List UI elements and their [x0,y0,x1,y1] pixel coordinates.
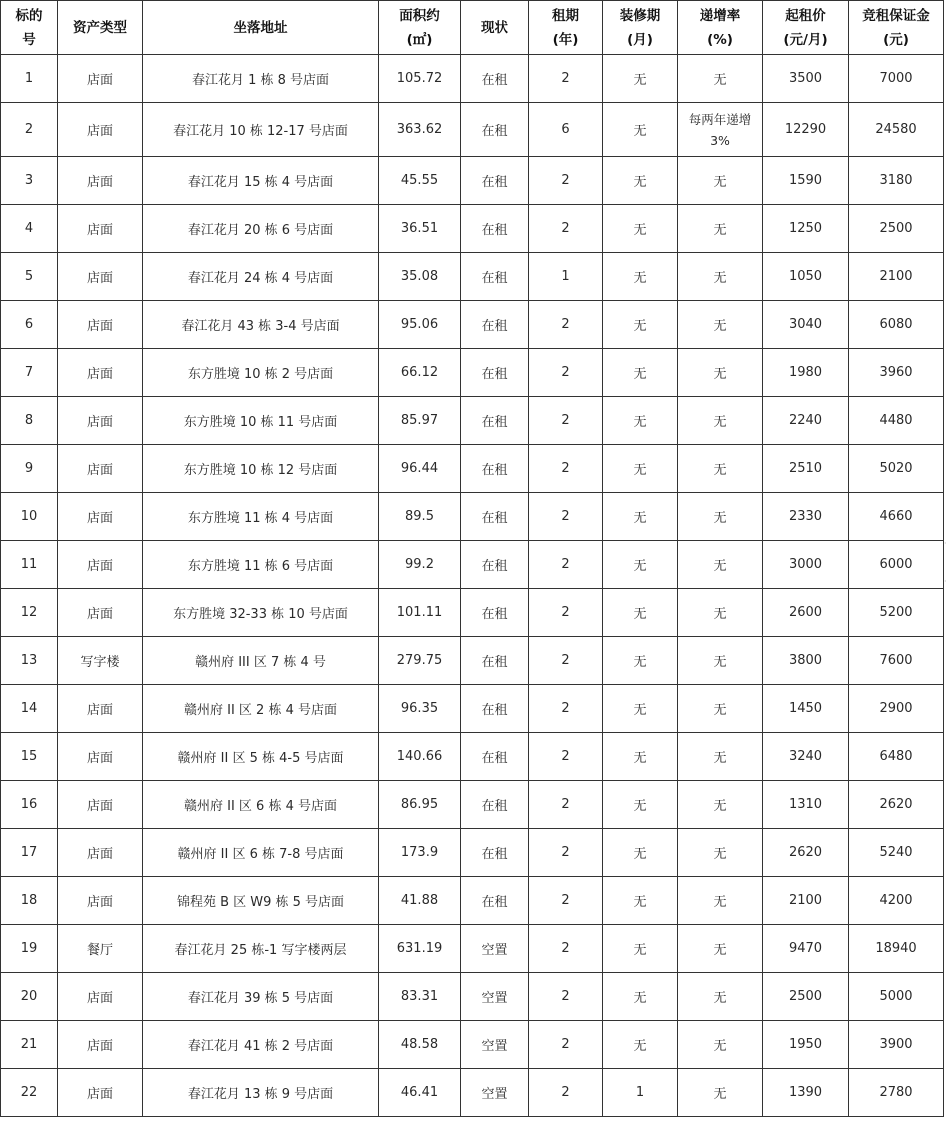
cell-renovation: 1 [603,1069,678,1117]
table-body [1,55,944,1117]
cell-start-rent: 1950 [763,1021,849,1069]
header-start-rent-line-1: 起租价 [785,7,826,24]
header-start-rent-line-2: (元/月) [783,31,828,48]
cell-increase-rate: 无 [678,253,763,301]
header-lease-term-line-1: 租期 [552,7,579,24]
cell-area: 85.97 [379,397,461,445]
cell-lot-no: 22 [1,1069,58,1117]
cell-renovation: 无 [603,829,678,877]
table-header-row [1,1,944,55]
cell-address: 东方胜境 10 栋 11 号店面 [143,397,379,445]
cell-start-rent: 2240 [763,397,849,445]
cell-start-rent: 2100 [763,877,849,925]
table-row [1,445,944,493]
cell-area: 48.58 [379,1021,461,1069]
header-increase-rate [678,1,763,55]
cell-status: 空置 [461,973,529,1021]
cell-asset-type: 店面 [58,829,143,877]
cell-area: 279.75 [379,637,461,685]
table-row [1,781,944,829]
cell-deposit: 2780 [849,1069,944,1117]
cell-lease-term: 2 [529,1021,603,1069]
cell-asset-type: 店面 [58,103,143,157]
cell-deposit: 4480 [849,397,944,445]
header-increase-rate-line-1: 递增率 [699,7,741,24]
cell-area: 45.55 [379,157,461,205]
cell-asset-type: 店面 [58,445,143,493]
cell-start-rent: 1310 [763,781,849,829]
cell-asset-type: 店面 [58,685,143,733]
cell-status: 在租 [461,589,529,637]
cell-renovation: 无 [603,589,678,637]
cell-lease-term: 2 [529,397,603,445]
cell-lease-term: 2 [529,349,603,397]
cell-deposit: 2620 [849,781,944,829]
cell-address: 春江花月 20 栋 6 号店面 [143,205,379,253]
header-lot-no-line-1: 标的 [15,7,43,24]
cell-address: 春江花月 25 栋-1 写字楼两层 [143,925,379,973]
cell-asset-type: 餐厅 [58,925,143,973]
header-start-rent [763,1,849,55]
header-asset-type [58,1,143,55]
header-deposit [849,1,944,55]
header-renovation-line-1: 装修期 [619,7,661,24]
cell-area: 96.44 [379,445,461,493]
cell-address: 春江花月 24 栋 4 号店面 [143,253,379,301]
table-row [1,103,944,157]
cell-area: 105.72 [379,55,461,103]
cell-address: 赣州府 II 区 2 栋 4 号店面 [143,685,379,733]
cell-status: 空置 [461,925,529,973]
cell-lot-no: 15 [1,733,58,781]
cell-lease-term: 2 [529,301,603,349]
cell-increase-rate: 无 [678,925,763,973]
cell-renovation: 无 [603,253,678,301]
cell-start-rent: 3000 [763,541,849,589]
cell-asset-type: 店面 [58,733,143,781]
header-asset-type-line-1: 资产类型 [73,19,127,36]
header-area-line-2: (㎡) [406,31,433,48]
cell-lease-term: 1 [529,253,603,301]
cell-status: 在租 [461,733,529,781]
table-row [1,55,944,103]
cell-renovation: 无 [603,973,678,1021]
cell-area: 36.51 [379,205,461,253]
cell-area: 35.08 [379,253,461,301]
cell-status: 在租 [461,637,529,685]
cell-increase-rate: 无 [678,205,763,253]
cell-area: 363.62 [379,103,461,157]
cell-increase-rate: 无 [678,685,763,733]
cell-lot-no: 18 [1,877,58,925]
cell-asset-type: 店面 [58,55,143,103]
cell-deposit: 6000 [849,541,944,589]
cell-deposit: 2500 [849,205,944,253]
cell-lease-term: 2 [529,445,603,493]
cell-status: 在租 [461,397,529,445]
cell-increase-rate: 无 [678,877,763,925]
cell-lot-no: 6 [1,301,58,349]
cell-renovation: 无 [603,925,678,973]
cell-renovation: 无 [603,349,678,397]
cell-lease-term: 2 [529,973,603,1021]
cell-status: 在租 [461,829,529,877]
cell-deposit: 6080 [849,301,944,349]
cell-asset-type: 店面 [58,157,143,205]
cell-lease-term: 2 [529,1069,603,1117]
cell-address: 春江花月 1 栋 8 号店面 [143,55,379,103]
header-status [461,1,529,55]
table-row [1,253,944,301]
cell-area: 95.06 [379,301,461,349]
cell-area: 46.41 [379,1069,461,1117]
cell-lot-no: 2 [1,103,58,157]
cell-status: 在租 [461,541,529,589]
cell-status: 在租 [461,493,529,541]
cell-address: 东方胜境 11 栋 6 号店面 [143,541,379,589]
cell-increase-rate: 无 [678,1021,763,1069]
cell-asset-type: 店面 [58,397,143,445]
cell-area: 83.31 [379,973,461,1021]
cell-asset-type: 店面 [58,205,143,253]
cell-increase-rate: 无 [678,493,763,541]
cell-start-rent: 1050 [763,253,849,301]
cell-renovation: 无 [603,733,678,781]
table-row [1,925,944,973]
header-renovation [603,1,678,55]
cell-asset-type: 店面 [58,1021,143,1069]
cell-address: 赣州府 II 区 5 栋 4-5 号店面 [143,733,379,781]
cell-area: 89.5 [379,493,461,541]
cell-status: 在租 [461,301,529,349]
cell-area: 41.88 [379,877,461,925]
cell-renovation: 无 [603,103,678,157]
cell-address: 锦程苑 B 区 W9 栋 5 号店面 [143,877,379,925]
cell-area: 86.95 [379,781,461,829]
cell-lease-term: 2 [529,637,603,685]
header-deposit-line-1: 竞租保证金 [862,7,930,24]
cell-renovation: 无 [603,445,678,493]
cell-lot-no: 19 [1,925,58,973]
cell-increase-rate: 无 [678,1069,763,1117]
cell-address: 春江花月 41 栋 2 号店面 [143,1021,379,1069]
cell-renovation: 无 [603,301,678,349]
cell-asset-type: 店面 [58,589,143,637]
cell-deposit: 24580 [849,103,944,157]
cell-lot-no: 7 [1,349,58,397]
cell-deposit: 2900 [849,685,944,733]
cell-deposit: 7000 [849,55,944,103]
cell-lease-term: 2 [529,541,603,589]
cell-deposit: 3900 [849,1021,944,1069]
cell-asset-type: 店面 [58,349,143,397]
cell-address: 东方胜境 10 栋 2 号店面 [143,349,379,397]
cell-lease-term: 2 [529,733,603,781]
cell-increase-rate: 无 [678,397,763,445]
cell-lease-term: 2 [529,589,603,637]
cell-status: 在租 [461,781,529,829]
cell-lot-no: 17 [1,829,58,877]
header-area-line-1: 面积约 [399,7,440,24]
header-lease-term-line-2: (年) [552,31,579,48]
table-row [1,301,944,349]
header-area [379,1,461,55]
cell-increase-rate: 无 [678,829,763,877]
cell-start-rent: 3040 [763,301,849,349]
cell-increase-rate: 无 [678,973,763,1021]
header-renovation-line-2: (月) [627,31,653,48]
cell-renovation: 无 [603,781,678,829]
cell-increase-rate: 无 [678,445,763,493]
cell-address: 春江花月 13 栋 9 号店面 [143,1069,379,1117]
cell-start-rent: 2500 [763,973,849,1021]
cell-lease-term: 2 [529,205,603,253]
cell-status: 在租 [461,349,529,397]
table-row [1,1021,944,1069]
cell-lease-term: 2 [529,829,603,877]
cell-address: 春江花月 39 栋 5 号店面 [143,973,379,1021]
cell-increase-rate: 无 [678,781,763,829]
cell-status: 在租 [461,253,529,301]
cell-increase-rate: 无 [678,157,763,205]
cell-status: 在租 [461,103,529,157]
cell-lease-term: 2 [529,685,603,733]
cell-address: 春江花月 10 栋 12-17 号店面 [143,103,379,157]
table-row [1,685,944,733]
header-lot-no-line-2: 号 [22,31,36,48]
cell-deposit: 5020 [849,445,944,493]
cell-start-rent: 1450 [763,685,849,733]
cell-lot-no: 13 [1,637,58,685]
cell-start-rent: 2330 [763,493,849,541]
table-row [1,205,944,253]
cell-status: 空置 [461,1021,529,1069]
cell-deposit: 18940 [849,925,944,973]
cell-address: 东方胜境 10 栋 12 号店面 [143,445,379,493]
cell-lot-no: 20 [1,973,58,1021]
cell-area: 66.12 [379,349,461,397]
cell-deposit: 5240 [849,829,944,877]
header-deposit-line-2: (元) [883,31,909,48]
cell-asset-type: 写字楼 [58,637,143,685]
cell-lease-term: 2 [529,877,603,925]
table-row [1,829,944,877]
cell-start-rent: 3500 [763,55,849,103]
table-row [1,493,944,541]
cell-increase-rate: 无 [678,301,763,349]
cell-address: 赣州府 II 区 6 栋 7-8 号店面 [143,829,379,877]
cell-lease-term: 2 [529,925,603,973]
cell-status: 在租 [461,157,529,205]
cell-status: 在租 [461,55,529,103]
cell-lease-term: 2 [529,55,603,103]
margin-mark: · [944,539,947,548]
cell-increase-rate: 无 [678,349,763,397]
cell-start-rent: 1250 [763,205,849,253]
cell-asset-type: 店面 [58,253,143,301]
cell-deposit: 6480 [849,733,944,781]
cell-increase-rate: 无 [678,733,763,781]
table-row [1,349,944,397]
cell-asset-type: 店面 [58,541,143,589]
cell-address: 赣州府 II 区 6 栋 4 号店面 [143,781,379,829]
cell-lot-no: 10 [1,493,58,541]
cell-start-rent: 1590 [763,157,849,205]
cell-lease-term: 6 [529,103,603,157]
cell-area: 173.9 [379,829,461,877]
cell-status: 在租 [461,205,529,253]
cell-address: 东方胜境 32-33 栋 10 号店面 [143,589,379,637]
cell-lot-no: 21 [1,1021,58,1069]
cell-lot-no: 12 [1,589,58,637]
cell-lease-term: 2 [529,493,603,541]
cell-deposit: 3960 [849,349,944,397]
cell-area: 99.2 [379,541,461,589]
header-lot-no [1,1,58,55]
cell-deposit: 4660 [849,493,944,541]
header-address [143,1,379,55]
cell-start-rent: 3240 [763,733,849,781]
cell-area: 101.11 [379,589,461,637]
cell-lot-no: 1 [1,55,58,103]
cell-renovation: 无 [603,541,678,589]
cell-asset-type: 店面 [58,301,143,349]
cell-increase-rate: 无 [678,541,763,589]
cell-start-rent: 12290 [763,103,849,157]
cell-area: 631.19 [379,925,461,973]
cell-renovation: 无 [603,157,678,205]
cell-start-rent: 2600 [763,589,849,637]
cell-address: 东方胜境 11 栋 4 号店面 [143,493,379,541]
cell-renovation: 无 [603,637,678,685]
cell-lot-no: 14 [1,685,58,733]
margin-mark: · [944,577,947,586]
table-row [1,877,944,925]
cell-status: 在租 [461,685,529,733]
header-status-line-1: 现状 [481,19,508,36]
cell-lot-no: 9 [1,445,58,493]
cell-start-rent: 2620 [763,829,849,877]
cell-lot-no: 11 [1,541,58,589]
cell-status: 在租 [461,445,529,493]
cell-lot-no: 16 [1,781,58,829]
cell-address: 赣州府 III 区 7 栋 4 号 [143,637,379,685]
cell-area: 140.66 [379,733,461,781]
cell-deposit: 5200 [849,589,944,637]
cell-asset-type: 店面 [58,781,143,829]
cell-start-rent: 3800 [763,637,849,685]
cell-lot-no: 5 [1,253,58,301]
table-row [1,637,944,685]
cell-asset-type: 店面 [58,1069,143,1117]
cell-asset-type: 店面 [58,973,143,1021]
cell-lot-no: 3 [1,157,58,205]
table-row [1,733,944,781]
cell-status: 空置 [461,1069,529,1117]
cell-renovation: 无 [603,685,678,733]
cell-start-rent: 2510 [763,445,849,493]
cell-deposit: 7600 [849,637,944,685]
cell-lease-term: 2 [529,781,603,829]
cell-area: 96.35 [379,685,461,733]
header-address-line-1: 坐落地址 [233,19,288,36]
cell-lot-no: 4 [1,205,58,253]
cell-renovation: 无 [603,205,678,253]
cell-renovation: 无 [603,397,678,445]
cell-status: 在租 [461,877,529,925]
cell-renovation: 无 [603,55,678,103]
cell-deposit: 3180 [849,157,944,205]
table-row [1,1069,944,1117]
cell-deposit: 2100 [849,253,944,301]
cell-increase-rate: 无 [678,589,763,637]
cell-increase-rate: 每两年递增 3% [678,103,763,157]
table-row [1,157,944,205]
cell-start-rent: 9470 [763,925,849,973]
cell-renovation: 无 [603,493,678,541]
cell-deposit: 5000 [849,973,944,1021]
cell-lot-no: 8 [1,397,58,445]
cell-renovation: 无 [603,877,678,925]
table-row [1,973,944,1021]
table-row [1,589,944,637]
table-row [1,541,944,589]
cell-start-rent: 1980 [763,349,849,397]
cell-renovation: 无 [603,1021,678,1069]
header-lease-term [529,1,603,55]
cell-increase-rate: 无 [678,55,763,103]
cell-deposit: 4200 [849,877,944,925]
cell-lease-term: 2 [529,157,603,205]
cell-asset-type: 店面 [58,493,143,541]
cell-increase-rate: 无 [678,637,763,685]
cell-address: 春江花月 43 栋 3-4 号店面 [143,301,379,349]
cell-start-rent: 1390 [763,1069,849,1117]
header-increase-rate-line-2: (%) [707,31,733,48]
table-row [1,397,944,445]
cell-asset-type: 店面 [58,877,143,925]
cell-address: 春江花月 15 栋 4 号店面 [143,157,379,205]
